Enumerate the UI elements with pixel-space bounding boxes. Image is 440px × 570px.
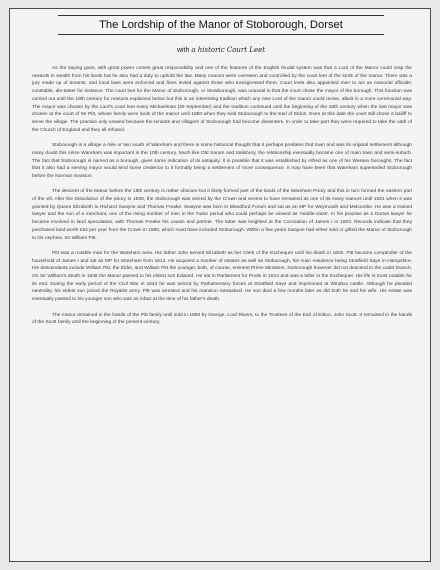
subtitle-script: a historic Court Leet <box>191 46 266 54</box>
subtitle-prefix: with <box>176 47 190 54</box>
document-page <box>9 8 431 562</box>
paragraph-3: The descent of the Manor before the 15th century is rather obscure but it likely formed part of the lands of the Wareham Priory and this in turn formed the eastern part of the vill. After the Dissolution of the priory in 1538, the Stoborough was seized by the Crown and seems to have remained as one of its many manors until 1591 when it was granted by Queen Elizabeth to Richard Swayne and Thomas Freake. Swayne was born in Blandford Forum and sat as an MP for Weymouth and Melcombe. He was a trained lawyer and the son of a merchant, one of the rising number of men in the Tudor period who could perhaps be viewed as 'middle-class'. In his practise as a Dorset lawyer he became involved in land speculation, with Thomas Freake his cousin and partner. The latter was knighted at the Coronation of James I in 1603. Records indicate that they purchased land worth £64 per year from the Crown in 1590, which must have included Stoborough. Within a few years Swayne had either sold or gifted the Manor of Stoborough to his nephew, Sir William Pitt. <box>32 189 412 241</box>
subtitle <box>10 46 432 54</box>
paragraph-2: Stoborough is a village a mile or two south of Wareham and there is some historical thought that it perhaps predates that town and was its original settlement although many doubt this since Wareham was important in the 10th century. Much like Old Sarum and Salisbury, the relationship eventually became one of main town and semi-suburb. The fact that Stoborough is named as a borough, gives some indication of its antiquity. It is possible that it was established by Alfred as one of his Wessex boroughs. The fact that it also had a serving mayor would lend some credence to it formally being a settlement of more consequence. It may have been that Wareham superseded Stoborough before the Norman invasion. <box>32 143 412 179</box>
paragraph-1: As the saying goes, with great power comes great responsibility and one of the features of the English feudal system was that a Lord of the Manor could reap the rewards in wealth from his lands but he also had a duty to uphold the law. Many manors were overseen and controlled by the court leet of the lords of the manor. There was a jury made up of tenants, and local laws were enforced and fines levied against those who transgressed them. Court leets also appointed men to act as manorial officials: constable, ale-taster for instance. The court leet for the Manor of Stoborough, or Stowborough, was unusual in that the court chose the mayor of the borough. This function was carried out until the 18th century for reasons explained below but this is an interesting tradition which any new Lord of the manor could revive, albeit in a more ceremonial way. The mayor was chosen by the Lord's court leet every Michaelmas (29 September) and the tradition continued until the beginning of the 18th century when the last mayor was chosen at the court of Mr Pitt, whose family were lords of the manor until 1850 when they sold Stoborough to the Earl of Eldon. Even at this date the court still chose a bailiff to serve the village. The practice only ceased because the tenants and villagers of Stoborough had become dissenters. In order to take part they were required to take the oath of the Church of England and they all refused. <box>32 66 412 133</box>
paragraph-4: Pitt was a notable man for the Wareham area. His father John served Elizabeth as her Clerk of the Exchequer until his death in 1602. Pitt became comptroller of the household of James I and sat as MP for Wareham from 1614. He acquired a number of estates as well as Stoborough, his main residence being Stratfield Saye in Hampshire. His descendants include William Pitt, the Elder, and William Pitt the younger, both, of course, eminent Prime Ministers. Stoborough however did not descend to the cadet branch. On Sir William's death in 1636 the Manor passed to his eldest son Edward. He sat in Parliament for Poole in 1624 and was a teller in the Exchequer. His life is most notable for its end. During the early period of the Civil War in 1643 he was seized by Parliamentary forces at Stratfield Saye and imprisoned at Windsor castle. Although he pleaded neutrality, his eldest son joined the Royalist army. Pitt was arrested and his mansion ransacked. He son died a few months later as did both he and his wife. His estate was eventually passed to his younger son who was an infact at the time of his father's death. <box>32 250 412 303</box>
body-text <box>32 65 412 335</box>
paragraph-5: The manor remained in the hands of the Pitt family until sold in 1850 by George, Lord Rivers, to the Trustees of the Earl of Eldon, John Scott. It remained in the hands of the Scott family until the beginning of the present century. <box>32 312 412 326</box>
page-title: The Lordship of the Manor of Stoborough, Dorset <box>58 15 384 35</box>
